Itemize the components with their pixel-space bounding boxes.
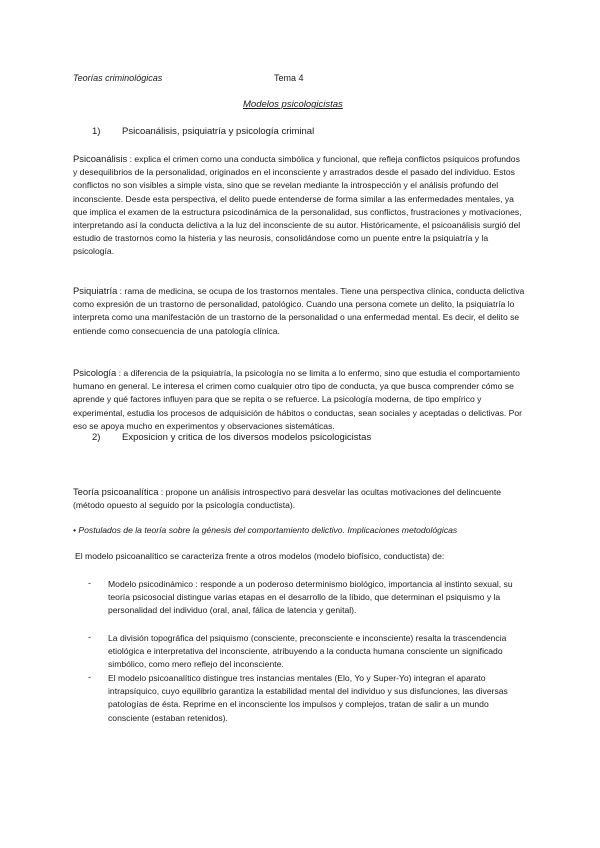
paragraph-text: : explica el crimen como una conducta simbólica y funcional, que refleja conflictos psíquicos profundos y desequilibrios de la personalidad, originados en el inconsciente y arrastrados desde el pasado del individuo. Estos conflictos no son visibles a simple vista, sino que se revelan mediante la introspección y el análisis profundo del inconsciente. Desde esta perspectiva, el delito puede entenderse de forma similar a las enfermedades mentales, ya que implica el examen de la estructura psicodinámica de la personalidad, sus conflictos, frustraciones y motivaciones, interpretando así la conducta delictiva a la luz del inconsciente de su autor. Históricamente, el psicoanálisis surgió del estudio de trastornos como la histeria y las neurosis, consolidándose como un puente entre la psiquiatría y la psicología. bbox=[73, 154, 522, 257]
paragraph-text: : a diferencia de la psiquiatría, la psicología no se limita a lo enfermo, sino que estudia el comportamiento humano en general. Le interesa el crimen como cualquier otro tipo de conducta, ya que busca comprender cómo se aprende y qué factores influyen para que se repita o se refuerce. La psicología moderna, de tipo empírico y experimental, estudia los procesos de adquisición de hábitos o conductas, sean sociales y aceptadas o delictivas. Por eso se apoya mucho en experimentos y observaciones sistemáticas. bbox=[73, 368, 523, 431]
paragraph-text: : propone un análisis introspectivo para desvelar las ocultas motivaciones del delincuente (método opuesto al seguido por la psicología conductista). bbox=[73, 487, 501, 511]
section1-number: 1) bbox=[92, 126, 101, 137]
paragraph-label: Psicología bbox=[73, 367, 117, 378]
list-item: Modelo psicodinámico : responde a un poderoso determinismo biológico, importancia al instinto sexual, su teoría psicosocial distingue varias etapas en el desarrollo de la líbido, que determinan el psiquismo y la personalidad del individuo (oral, anal, fálica de latencia y genital). bbox=[108, 579, 513, 616]
intro-line: El modelo psicoanalítico se caracteriza frente a otros modelos (modelo biofísico, conductista) de: bbox=[75, 551, 445, 561]
section2-number: 2) bbox=[92, 432, 101, 443]
section1-heading: Psicoanálisis, psiquiatría y psicología criminal bbox=[122, 126, 315, 137]
paragraph-psicoanalisis bbox=[73, 152, 525, 259]
list-item: La división topográfica del psiquismo (consciente, preconsciente e inconsciente) resalta la trascendencia etiológica e interpretativa del inconsciente, atribuyendo a la conducta humana consciente un significado simbólico, como mero reflejo del inconsciente. bbox=[108, 633, 507, 670]
paragraph-teoria-psicoanalitica bbox=[73, 485, 525, 512]
postulates-line: • Postulados de la teoría sobre la génesis del comportamiento delictivo. Implicaciones metodológicas bbox=[73, 525, 458, 535]
header-subject: Teorías criminológicas bbox=[73, 73, 163, 83]
paragraph-label: Psicoanálisis bbox=[73, 153, 128, 164]
paragraph-label: Teoría psicoanalítica bbox=[73, 486, 159, 497]
bullet-marker: - bbox=[88, 578, 91, 588]
paragraph-text: : rama de medicina, se ocupa de los trastornos mentales. Tiene una perspectiva clínica, conducta delictiva como expresión de un trastorno de personalidad, patológico. Cuando una persona comete un delito, la psiquiatría lo interpreta como una manifestación de un trastorno de la personalidad o una enfermedad mental. Es decir, el delito se entiende como consecuencia de una patología clínica. bbox=[73, 286, 525, 336]
document-title: Modelos psicologicistas bbox=[243, 99, 343, 110]
paragraph-psicologia bbox=[73, 366, 525, 433]
paragraph-label: Psiquiatría bbox=[73, 285, 118, 296]
bullet-marker: - bbox=[88, 632, 91, 642]
header-topic: Tema 4 bbox=[274, 73, 304, 83]
bullet-marker: - bbox=[88, 672, 91, 682]
list-item: El modelo psicoanalítico distingue tres instancias mentales (Elo, Yo y Super-Yo) integran el aparato intrapsíquico, cuyo equilibrio garantiza la estabilidad mental del individuo y sus disfunciones, las diversas patologías de ésta. Reprime en el inconsciente los impulsos y complejos, tratan de salir a un mundo consciente (estaban retenidos). bbox=[108, 673, 508, 723]
section2-heading: Exposicion y critica de los diversos modelos psicologicistas bbox=[122, 432, 372, 443]
paragraph-psiquiatria bbox=[73, 284, 525, 338]
